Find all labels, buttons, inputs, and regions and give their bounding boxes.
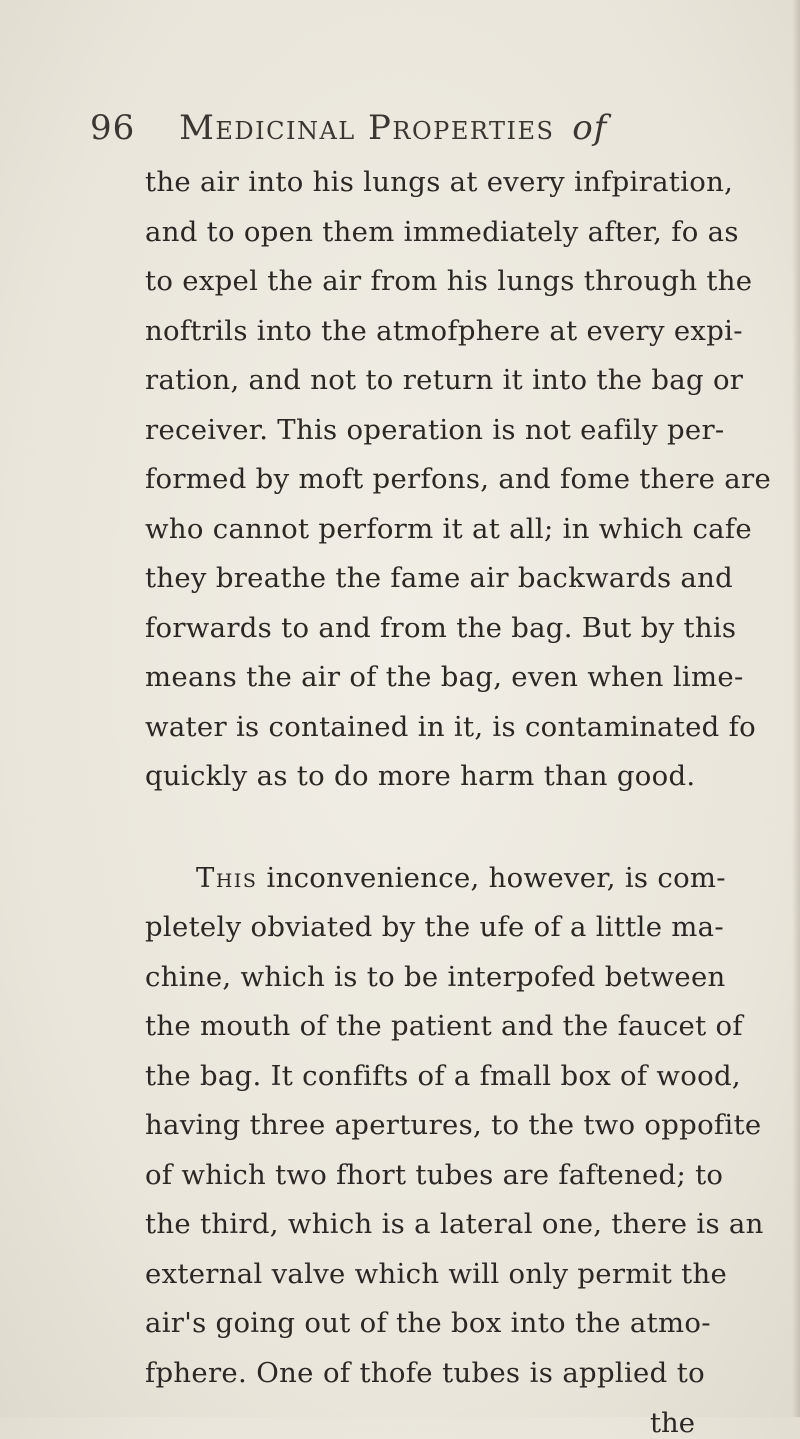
text-line: receiver. This operation is not eafily per- bbox=[145, 414, 725, 446]
text-line: quickly as to do more harm than good. bbox=[145, 760, 696, 792]
text-line: air's going out of the box into the atmo- bbox=[145, 1307, 711, 1339]
text-line: they breathe the fame air backwards and bbox=[145, 562, 734, 594]
text-line: external valve which will only permit the bbox=[145, 1258, 728, 1290]
text-line-first bbox=[196, 862, 726, 894]
running-title: Medicinal Properties bbox=[179, 108, 555, 148]
text-line: the bag. It confifts of a fmall box of wood, bbox=[145, 1060, 741, 1092]
running-header bbox=[90, 108, 607, 148]
text-line: the third, which is a lateral one, there is an bbox=[145, 1208, 764, 1240]
text-line: who cannot perform it at all; in which cafe bbox=[145, 513, 752, 545]
page-edge-shadow bbox=[792, 0, 800, 1417]
text-line: forwards to and from the bag. But by this bbox=[145, 612, 737, 644]
text-line: and to open them immediately after, fo as bbox=[145, 216, 739, 248]
text-line: the mouth of the patient and the faucet of bbox=[145, 1010, 743, 1042]
text-line: having three apertures, to the two oppofite bbox=[145, 1109, 762, 1141]
text-line: to expel the air from his lungs through the bbox=[145, 265, 753, 297]
text-line: formed by moft perfons, and fome there are bbox=[145, 463, 772, 495]
text-line: water is contained in it, is contaminated fo bbox=[145, 711, 756, 743]
text-line: pletely obviated by the ufe of a little ma- bbox=[145, 911, 724, 943]
running-title-suffix: of bbox=[572, 108, 608, 148]
text-line: the air into his lungs at every infpiration, bbox=[145, 166, 734, 198]
text-line: ration, and not to return it into the bag or bbox=[145, 364, 744, 396]
text-line: chine, which is to be interpofed between bbox=[145, 961, 726, 993]
text-line: means the air of the bag, even when lime- bbox=[145, 661, 744, 693]
text-line: noftrils into the atmofphere at every expi- bbox=[145, 315, 743, 347]
catchword: the bbox=[650, 1407, 696, 1439]
page-number: 96 bbox=[90, 108, 136, 148]
paragraph-lead-word: This bbox=[196, 862, 258, 894]
first-line-text: inconvenience, however, is com- bbox=[257, 862, 726, 894]
text-line: fphere. One of thofe tubes is applied to bbox=[145, 1357, 705, 1389]
text-line: of which two fhort tubes are faftened; to bbox=[145, 1159, 724, 1191]
